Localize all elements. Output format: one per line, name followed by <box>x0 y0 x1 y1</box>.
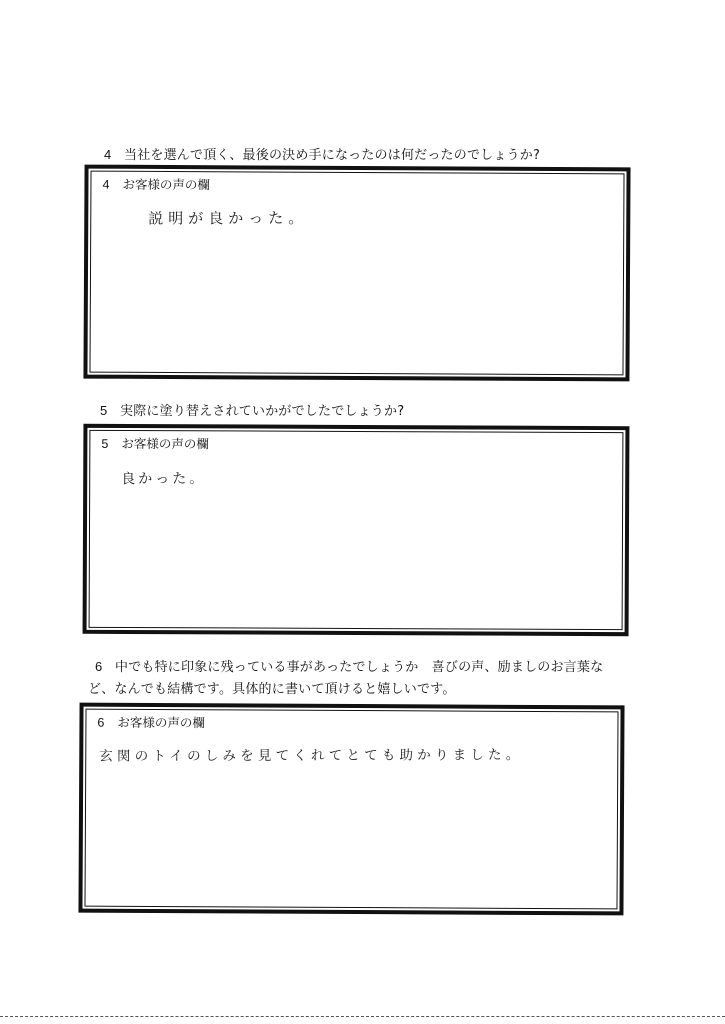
answer-box-6 <box>78 703 624 916</box>
scan-edge-line <box>0 1016 725 1017</box>
question-text: 当社を選んで頂く、最後の決め手になったのは何だったのでしょうか? <box>124 148 541 163</box>
handwritten-answer: 玄関のトイのしみを見てくれてとても助かりました。 <box>99 747 524 765</box>
question-4 <box>104 144 540 167</box>
question-6 <box>88 656 635 701</box>
question-number: 6 <box>95 659 103 674</box>
box-label-text: お客様の声の欄 <box>117 714 206 731</box>
question-text: 実際に塗り替えされていかがでしたでしょうか? <box>120 404 405 419</box>
box-number: 6 <box>97 715 105 730</box>
question-text-line1: 中でも特に印象に残っている事があったでしょうか 喜びの声、励ましのお言葉な <box>115 660 604 675</box>
handwritten-answer: 説明が良かった。 <box>148 209 309 228</box>
answer-box-5 <box>83 424 630 636</box>
question-text-line2: ど、なんでも結構です。具体的に書いて頂けると嬉しいです。 <box>88 682 456 697</box>
box-number: 4 <box>102 177 110 192</box>
box-number: 5 <box>101 436 109 451</box>
handwritten-answer: 良かった。 <box>121 470 207 488</box>
box-label <box>97 713 205 732</box>
box-label <box>101 434 209 452</box>
question-number: 4 <box>104 147 112 162</box>
box-label-text: お客様の声の欄 <box>121 435 209 452</box>
box-label-text: お客様の声の欄 <box>122 176 211 193</box>
question-5 <box>100 400 404 423</box>
answer-box-4 <box>83 165 630 382</box>
box-label <box>102 175 210 194</box>
question-number: 5 <box>100 403 108 418</box>
